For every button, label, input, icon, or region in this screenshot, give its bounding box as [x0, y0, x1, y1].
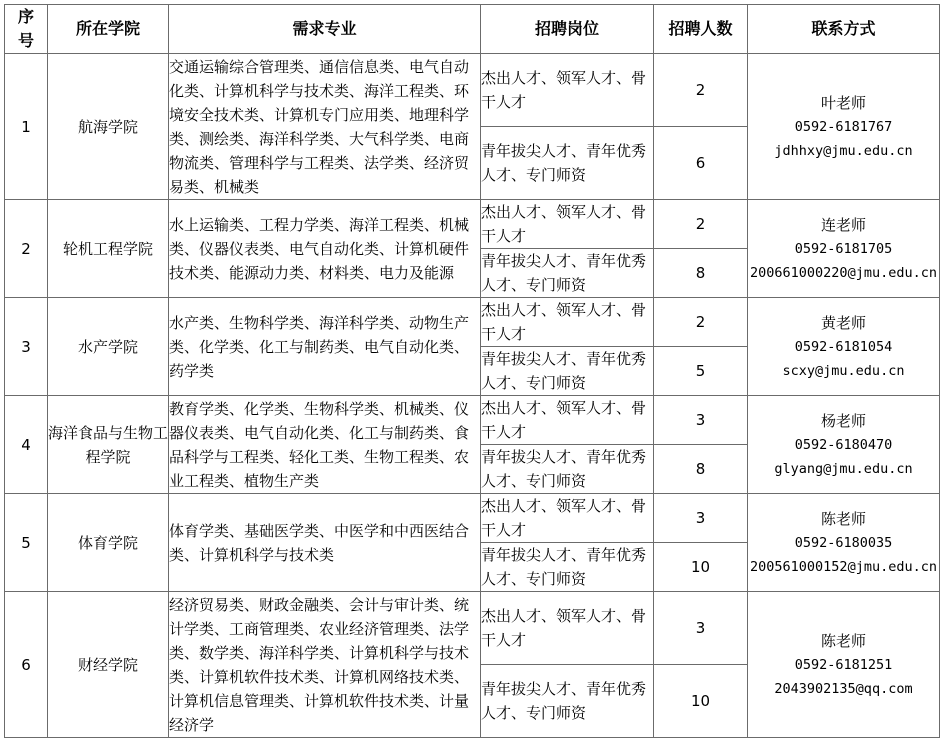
row-post: 杰出人才、领军人才、骨干人才 — [481, 298, 654, 347]
row-contact — [748, 298, 940, 396]
contact-name: 连老师 — [820, 215, 866, 234]
row-seq: 2 — [5, 200, 48, 298]
row-contact — [748, 200, 940, 298]
row-majors: 经济贸易类、财政金融类、会计与审计类、统计学类、工商管理类、农业经济管理类、法学类、数学类、海洋科学类、计算机科学与技术类、计算机软件技术类、计算机网络技术类、计算机信息管理类、计算机软件技术类、计量经济学 — [169, 592, 481, 738]
row-count: 8 — [654, 249, 748, 298]
row-post: 杰出人才、领军人才、骨干人才 — [481, 592, 654, 665]
row-contact — [748, 54, 940, 200]
header-major: 需求专业 — [169, 5, 481, 54]
row-count: 2 — [654, 298, 748, 347]
header-contact: 联系方式 — [748, 5, 940, 54]
contact-email: glyang@jmu.edu.cn — [774, 460, 913, 477]
row-seq: 5 — [5, 494, 48, 592]
row-count: 10 — [654, 543, 748, 592]
header-count: 招聘人数 — [654, 5, 748, 54]
row-post: 青年拔尖人才、青年优秀人才、专门师资 — [481, 127, 654, 200]
contact-name: 黄老师 — [820, 313, 866, 332]
row-majors: 教育学类、化学类、生物科学类、机械类、仪器仪表类、电气自动化类、化工与制药类、食品科学与工程类、轻化工类、生物工程类、农业工程类、植物生产类 — [169, 396, 481, 494]
row-post: 青年拔尖人才、青年优秀人才、专门师资 — [481, 249, 654, 298]
row-seq: 6 — [5, 592, 48, 738]
row-count: 10 — [654, 665, 748, 738]
contact-name: 杨老师 — [820, 411, 866, 430]
row-count: 3 — [654, 592, 748, 665]
row-post: 青年拔尖人才、青年优秀人才、专门师资 — [481, 543, 654, 592]
table-header-row — [5, 5, 940, 54]
row-college: 体育学院 — [48, 494, 169, 592]
row-post: 青年拔尖人才、青年优秀人才、专门师资 — [481, 665, 654, 738]
contact-phone: 0592-6181054 — [794, 338, 893, 355]
table-row — [5, 298, 940, 347]
recruitment-table — [4, 4, 940, 738]
table-row — [5, 494, 940, 543]
row-count: 3 — [654, 396, 748, 445]
row-college: 水产学院 — [48, 298, 169, 396]
row-college: 财经学院 — [48, 592, 169, 738]
row-college: 海洋食品与生物工程学院 — [48, 396, 169, 494]
row-majors: 交通运输综合管理类、通信信息类、电气自动化类、计算机科学与技术类、海洋工程类、环境安全技术类、计算机专门应用类、地理科学类、测绘类、海洋科学类、大气科学类、电商物流类、管理科学与工程类、法学类、经济贸易类、机械类 — [169, 54, 481, 200]
row-seq: 4 — [5, 396, 48, 494]
contact-phone: 0592-6181251 — [794, 656, 893, 673]
row-post: 青年拔尖人才、青年优秀人才、专门师资 — [481, 445, 654, 494]
table-row — [5, 54, 940, 127]
contact-phone: 0592-6180470 — [794, 436, 893, 453]
table-row — [5, 592, 940, 665]
row-majors: 水产类、生物科学类、海洋科学类、动物生产类、化学类、化工与制药类、电气自动化类、药学类 — [169, 298, 481, 396]
row-count: 3 — [654, 494, 748, 543]
contact-phone: 0592-6180035 — [794, 534, 893, 551]
row-contact — [748, 494, 940, 592]
row-count: 5 — [654, 347, 748, 396]
row-count: 6 — [654, 127, 748, 200]
contact-name: 陈老师 — [820, 631, 866, 650]
row-count: 8 — [654, 445, 748, 494]
row-contact — [748, 396, 940, 494]
row-majors: 体育学类、基础医学类、中医学和中西医结合类、计算机科学与技术类 — [169, 494, 481, 592]
row-count: 2 — [654, 54, 748, 127]
header-college: 所在学院 — [48, 5, 169, 54]
header-post: 招聘岗位 — [481, 5, 654, 54]
contact-phone: 0592-6181767 — [794, 118, 893, 135]
contact-email: 200661000220@jmu.edu.cn — [750, 264, 937, 281]
row-majors: 水上运输类、工程力学类、海洋工程类、机械类、仪器仪表类、电气自动化类、计算机硬件技术类、能源动力类、材料类、电力及能源 — [169, 200, 481, 298]
row-contact — [748, 592, 940, 738]
contact-email: scxy@jmu.edu.cn — [782, 362, 905, 379]
row-seq: 1 — [5, 54, 48, 200]
row-college: 轮机工程学院 — [48, 200, 169, 298]
contact-phone: 0592-6181705 — [794, 240, 893, 257]
header-seq — [5, 5, 48, 54]
header-seq-line2: 号 — [17, 31, 34, 50]
header-seq-line1: 序 — [17, 7, 34, 26]
row-post: 杰出人才、领军人才、骨干人才 — [481, 494, 654, 543]
contact-name: 陈老师 — [820, 509, 866, 528]
row-post: 杰出人才、领军人才、骨干人才 — [481, 396, 654, 445]
row-seq: 3 — [5, 298, 48, 396]
row-post: 青年拔尖人才、青年优秀人才、专门师资 — [481, 347, 654, 396]
table-row — [5, 396, 940, 445]
contact-email: 200561000152@jmu.edu.cn — [750, 558, 937, 575]
row-post: 杰出人才、领军人才、骨干人才 — [481, 54, 654, 127]
row-count: 2 — [654, 200, 748, 249]
row-college: 航海学院 — [48, 54, 169, 200]
contact-name: 叶老师 — [820, 93, 866, 112]
row-post: 杰出人才、领军人才、骨干人才 — [481, 200, 654, 249]
contact-email: jdhhxy@jmu.edu.cn — [774, 142, 913, 159]
table-row — [5, 200, 940, 249]
contact-email: 2043902135@qq.com — [774, 680, 913, 697]
